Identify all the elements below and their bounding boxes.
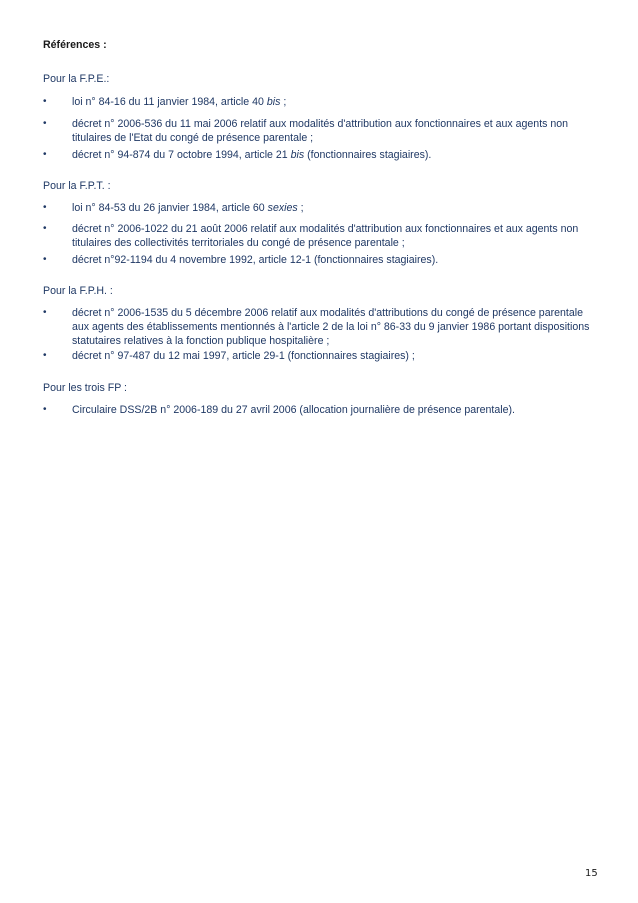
- page-number: 15: [585, 868, 598, 879]
- list-item-text: [72, 201, 603, 215]
- bullet-icon: •: [43, 350, 47, 361]
- bullet-icon: •: [43, 149, 47, 160]
- list-item-text: [72, 95, 603, 109]
- text-run: décret n° 97-487 du 12 mai 1997, article 29-1 (fonctionnaires stagiaires) ;: [72, 350, 415, 362]
- bullet-icon: •: [43, 254, 47, 265]
- text-run: (fonctionnaires stagiaires).: [304, 149, 432, 161]
- text-line: aux agents des établissements mentionnés à l'article 2 de la loi n° 86-33 du 9 janvier 1986 portant dispositions: [72, 321, 590, 333]
- bullet-icon: •: [43, 202, 47, 213]
- list-item: [43, 222, 603, 250]
- section-label-all: Pour les trois FP :: [43, 382, 127, 394]
- list-item-text: [72, 306, 603, 348]
- bullet-icon: •: [43, 223, 47, 234]
- list-item-text: [72, 253, 603, 267]
- list-item: [43, 306, 603, 348]
- italic-text: bis: [290, 149, 305, 161]
- list-item-text: [72, 222, 603, 250]
- italic-text: bis: [266, 96, 281, 108]
- text-line: décret n° 2006-1535 du 5 décembre 2006 relatif aux modalités d'attributions du congé de présence parentale: [72, 307, 583, 319]
- bullet-icon: •: [43, 118, 47, 129]
- text-run: décret n° 94-874 du 7 octobre 1994, article 21: [72, 149, 291, 161]
- list-item: [43, 95, 603, 109]
- references-heading: Références :: [43, 39, 107, 51]
- list-item-text: [72, 403, 603, 417]
- list-item-text: [72, 117, 603, 145]
- text-run: décret n°92-1194 du 4 novembre 1992, article 12-1 (fonctionnaires stagiaires).: [72, 254, 439, 266]
- bullet-icon: •: [43, 404, 47, 415]
- list-item: [43, 403, 603, 417]
- section-label-fph: Pour la F.P.H. :: [43, 285, 113, 297]
- text-line: décret n° 2006-1022 du 21 août 2006 relatif aux modalités d'attribution aux fonctionnaires et aux agents non: [72, 223, 579, 235]
- text-line: titulaires des collectivités territoriales du congé de présence parentale ;: [72, 237, 405, 249]
- list-item: [43, 253, 603, 267]
- list-item-text: [72, 349, 603, 363]
- list-item: [43, 117, 603, 145]
- bullet-icon: •: [43, 307, 47, 318]
- text-run: loi n° 84-16 du 11 janvier 1984, article 40: [72, 96, 267, 108]
- text-run: loi n° 84-53 du 26 janvier 1984, article 60: [72, 202, 268, 214]
- italic-text: sexies: [267, 202, 298, 214]
- list-item: [43, 349, 603, 363]
- text-line: statutaires relatives à la fonction publique hospitalière ;: [72, 335, 330, 347]
- section-label-fpe: Pour la F.P.E.:: [43, 73, 110, 85]
- text-run: ;: [297, 202, 304, 214]
- text-line: décret n° 2006-536 du 11 mai 2006 relatif aux modalités d'attribution aux fonctionnaires et aux agents non: [72, 118, 569, 130]
- section-label-fpt: Pour la F.P.T. :: [43, 180, 111, 192]
- text-line: titulaires de l'Etat du congé de présence parentale ;: [72, 132, 314, 144]
- list-item-text: [72, 148, 603, 162]
- bullet-icon: •: [43, 96, 47, 107]
- text-run: Circulaire DSS/2B n° 2006-189 du 27 avril 2006 (allocation journalière de présence parentale).: [72, 404, 515, 416]
- list-item: [43, 148, 603, 162]
- text-run: ;: [280, 96, 287, 108]
- list-item: [43, 201, 603, 215]
